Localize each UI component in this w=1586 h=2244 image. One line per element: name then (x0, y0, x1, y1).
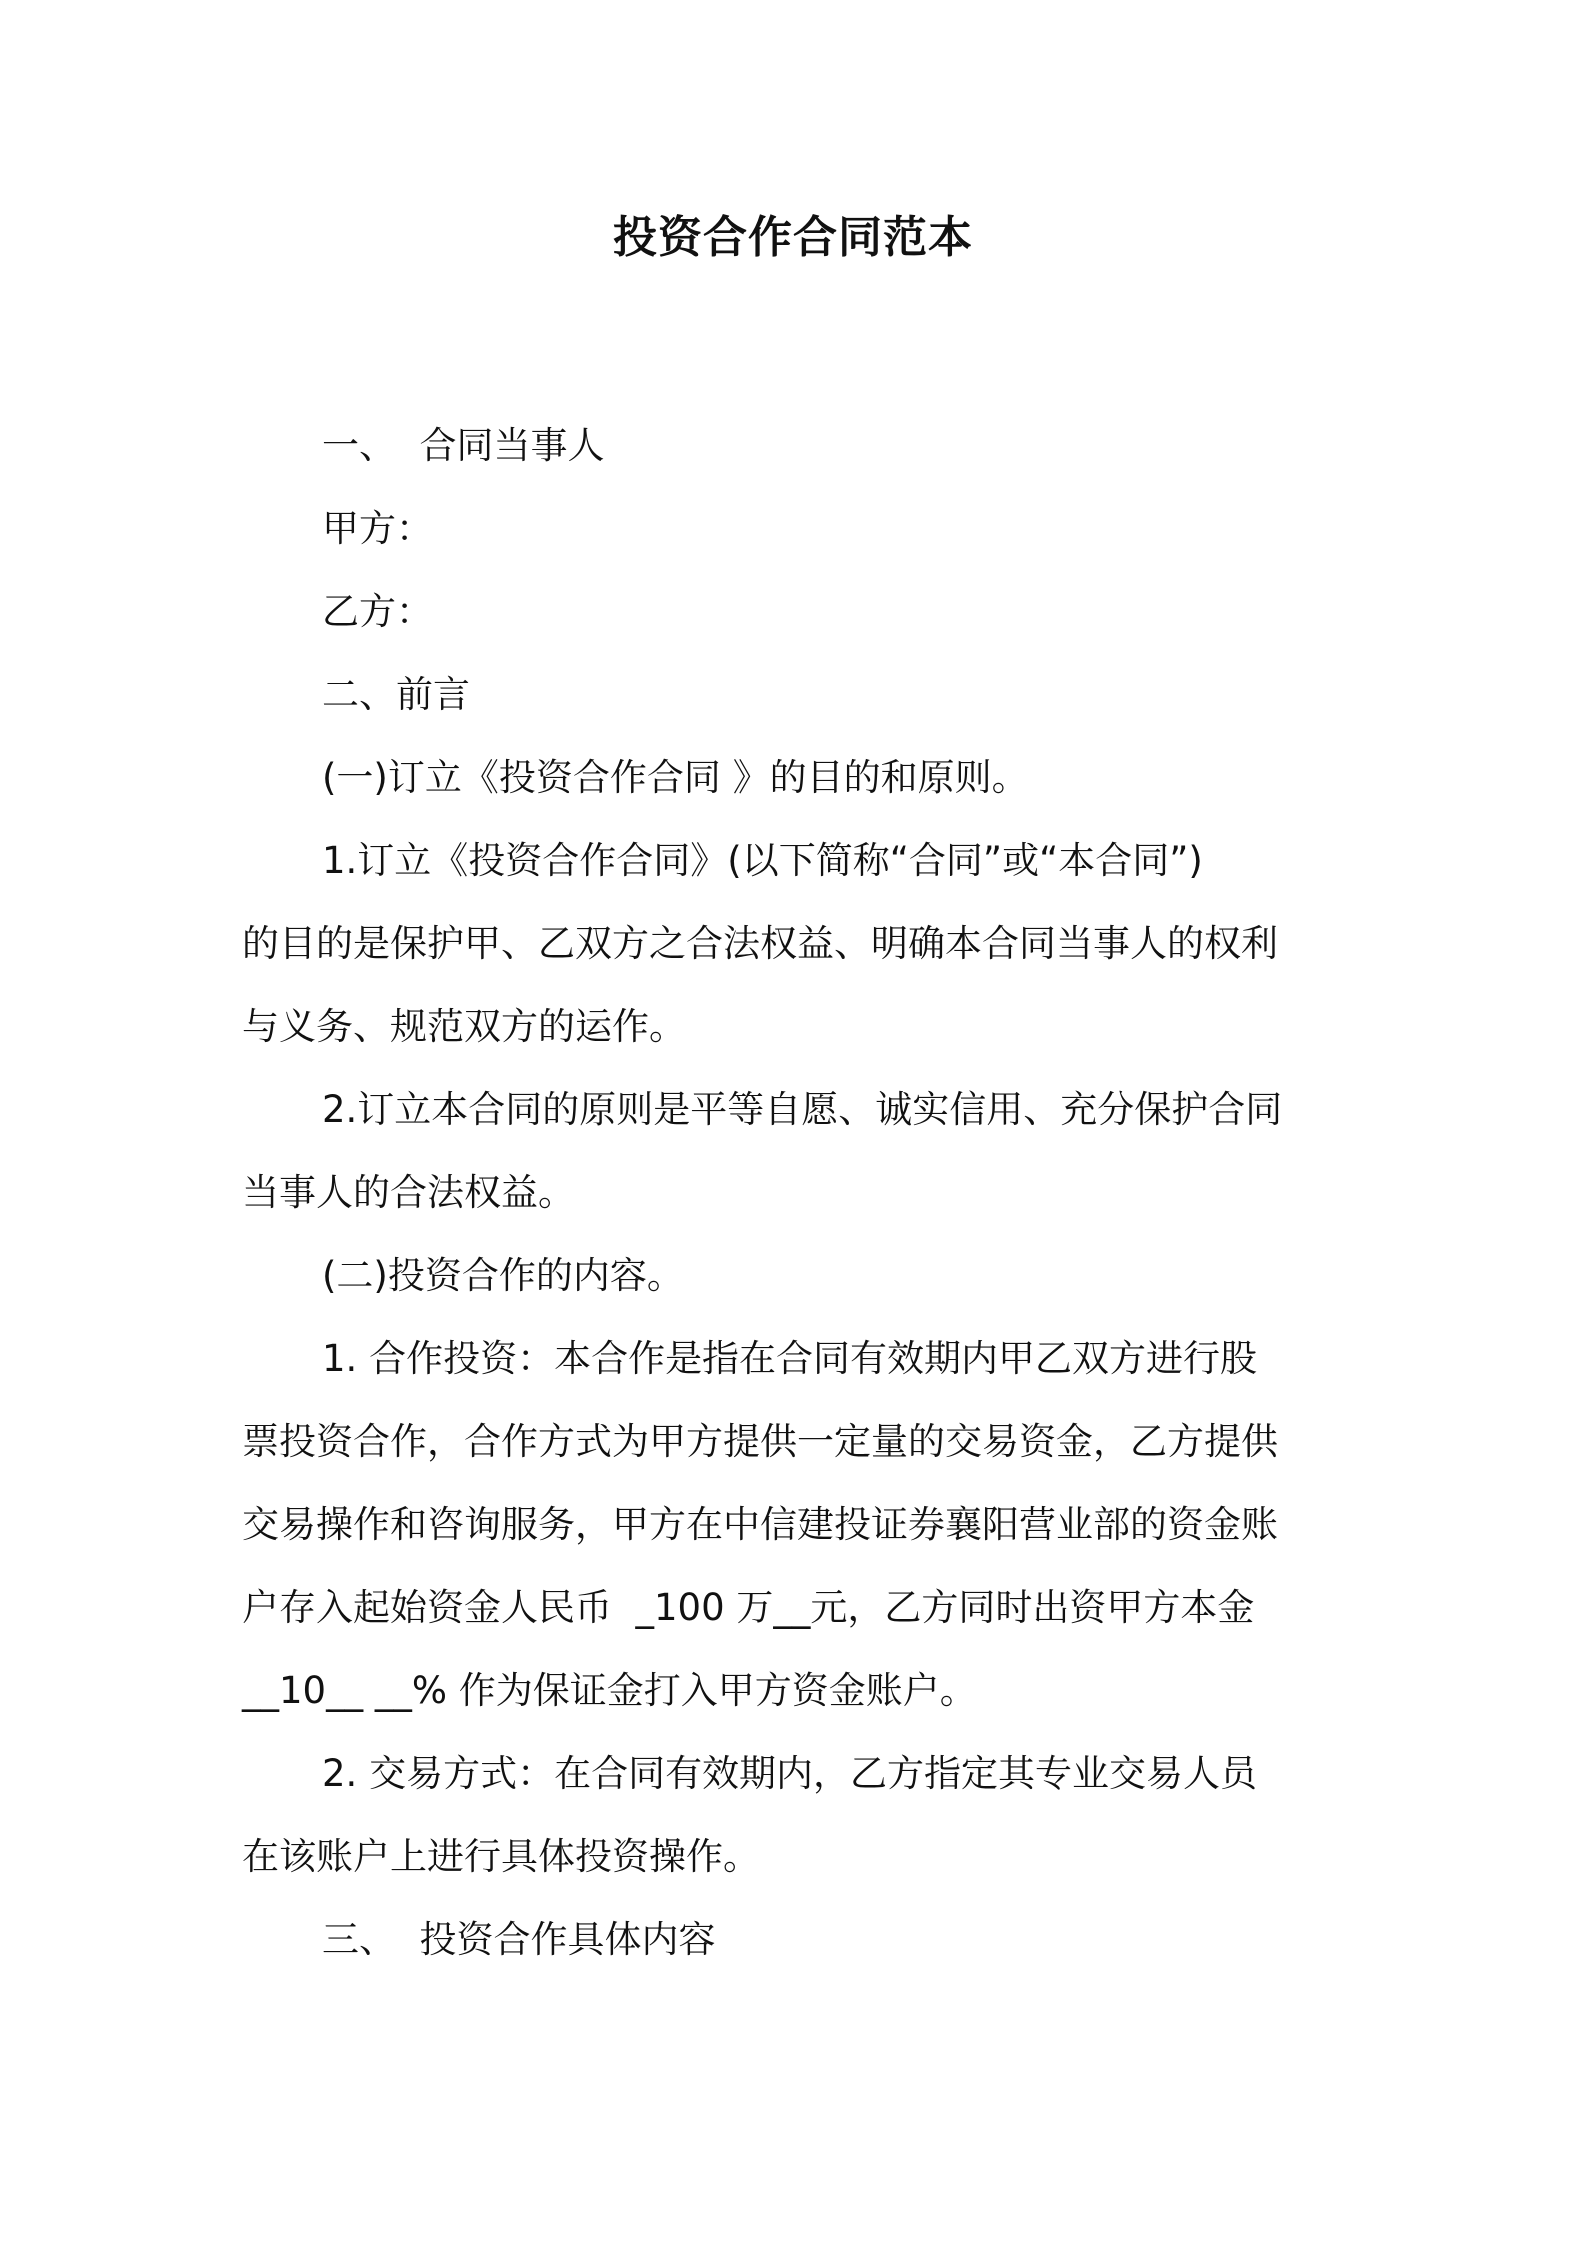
section-heading-preface: 二、前言 (322, 673, 470, 716)
document-title: 投资合作合同范本 (613, 212, 973, 263)
paragraph-line: 与义务、规范双方的运作。 (242, 1005, 686, 1048)
paragraph-line: 票投资合作，合作方式为甲方提供一定量的交易资金，乙方提供 (242, 1420, 1278, 1463)
paragraph-line: 户存入起始资金人民币 _100 万__元，乙方同时出资甲方本金 (242, 1586, 1255, 1629)
paragraph-line: 2. 交易方式：在合同有效期内，乙方指定其专业交易人员 (322, 1752, 1258, 1795)
paragraph-line: 的目的是保护甲、乙双方之合法权益、明确本合同当事人的权利 (242, 922, 1278, 965)
paragraph-line: 2.订立本合同的原则是平等自愿、诚实信用、充分保护合同 (322, 1088, 1283, 1131)
section-heading-parties: 一、 合同当事人 (322, 424, 605, 467)
subsection-content-heading: (二)投资合作的内容。 (322, 1254, 684, 1297)
subsection-purpose-heading: (一)订立《投资合作合同 》的目的和原则。 (322, 756, 1029, 799)
paragraph-line: 交易操作和咨询服务，甲方在中信建投证券襄阳营业部的资金账 (242, 1503, 1278, 1546)
party-b-label: 乙方： (322, 590, 433, 633)
paragraph-line: 在该账户上进行具体投资操作。 (242, 1835, 760, 1878)
section-heading-details: 三、 投资合作具体内容 (322, 1918, 716, 1961)
party-a-label: 甲方： (322, 507, 433, 550)
paragraph-line: 当事人的合法权益。 (242, 1171, 575, 1214)
document-body (242, 404, 1352, 1981)
paragraph-line: __10__ __% 作为保证金打入甲方资金账户。 (242, 1669, 977, 1712)
paragraph-line: 1. 合作投资：本合作是指在合同有效期内甲乙双方进行股 (322, 1337, 1258, 1380)
paragraph-line: 1.订立《投资合作合同》(以下简称“合同”或“本合同”) (322, 839, 1203, 882)
